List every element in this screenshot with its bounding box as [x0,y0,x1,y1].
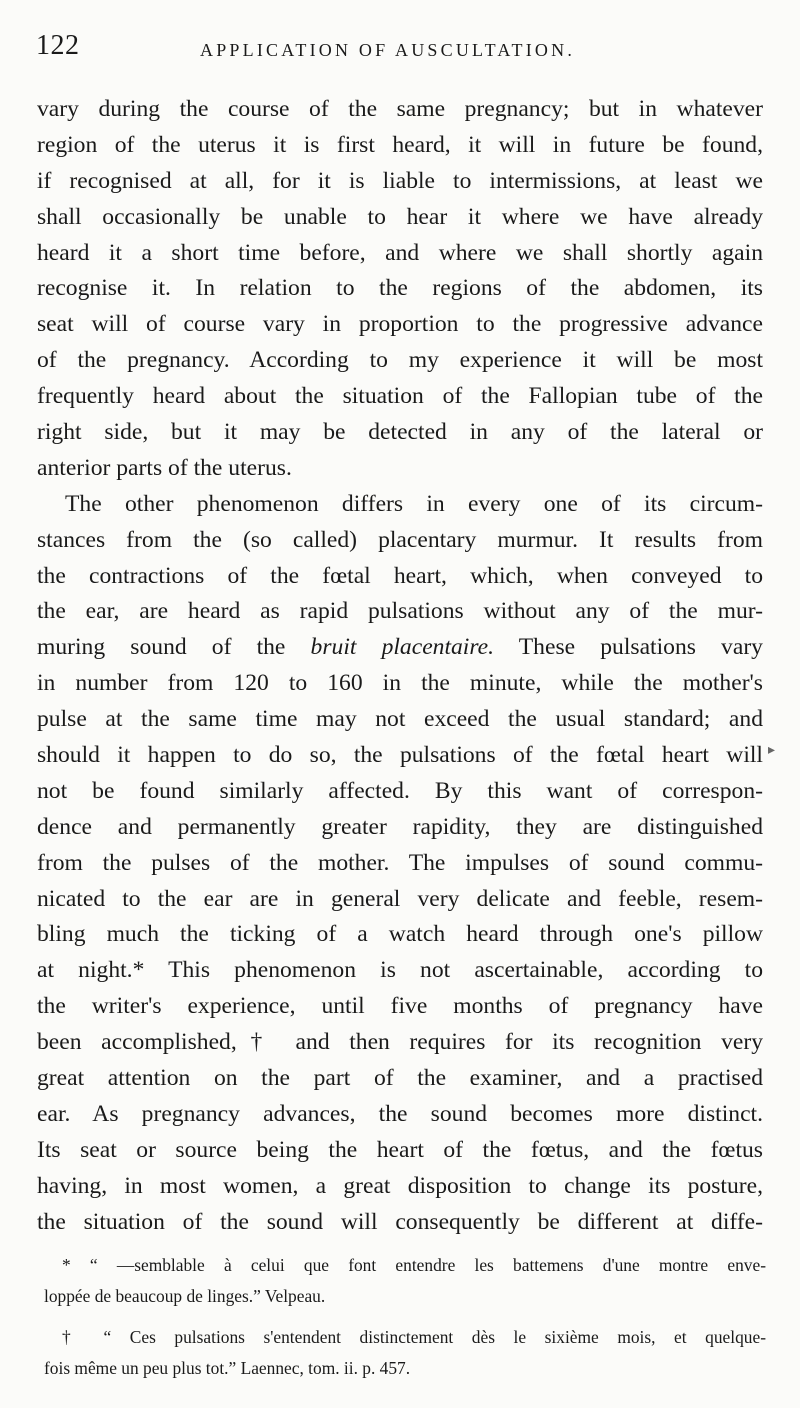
body-line: shall occasionally be unable to hear it where we have already [37,203,763,230]
body-line: the situation of the sound will consequently be different at diffe- [37,1208,763,1235]
body-line: the ear, are heard as rapid pulsations without any of the mur- [37,598,763,625]
body-line: the writer's experience, until five months of pregnancy have [37,993,763,1020]
body-line: pulse at the same time may not exceed the usual standard; and [37,706,763,733]
body-line: heard it a short time before, and where we shall shortly again [37,239,763,266]
body-line: not be found similarly affected. By this want of correspon- [37,777,763,804]
body-line-start: muring sound of the [37,634,286,661]
body-line: frequently heard about the situation of the Fallopian tube of the [37,383,763,410]
italic-phrase: bruit placentaire. [310,634,495,661]
footnote-line: † “ Ces pulsations s'entendent distinctement dès le sixième mois, et quelque- [62,1327,766,1347]
page-header [36,30,766,70]
body-line: from the pulses of the mother. The impulses of sound commu- [37,849,763,876]
body-line: anterior parts of the uterus. [37,454,292,481]
body-line: in number from 120 to 160 in the minute, while the mother's [37,670,763,697]
body-line: been accomplished,† and then requires for its recognition very [37,1029,763,1056]
body-line: ear. As pregnancy advances, the sound becomes more distinct. [37,1100,763,1127]
footnote-line: * “ —semblable à celui que font entendre les battemens d'une montre enve- [62,1255,766,1275]
body-text [37,92,763,1241]
margin-ink-mark: ▸ [768,743,776,758]
body-line-end: These pulsations vary [518,634,763,661]
running-head: APPLICATION OF AUSCULTATION. [200,40,576,60]
body-line: right side, but it may be detected in any of the lateral or [37,419,763,446]
footnote-line: loppée de beaucoup de linges.” Velpeau. [44,1286,326,1306]
body-line: bling much the ticking of a watch heard through one's pillow [37,921,763,948]
page-number: 122 [36,30,80,61]
body-line: great attention on the part of the examiner, and a practised [37,1065,763,1092]
footnotes [44,1250,766,1384]
body-line: dence and permanently greater rapidity, they are distinguished [37,813,763,840]
body-line: region of the uterus it is first heard, it will in future be found, [37,131,763,158]
body-line: if recognised at all, for it is liable to intermissions, at least we [37,167,763,194]
body-line: The other phenomenon differs in every one of its circum- [65,490,763,517]
body-line: stances from the (so called) placentary murmur. It results from [37,526,763,553]
body-line: vary during the course of the same pregnancy; but in whatever [37,96,763,122]
body-line: of the pregnancy. According to my experience it will be most [37,347,763,374]
body-line: seat will of course vary in proportion to the progressive advance [37,311,763,338]
body-line: nicated to the ear are in general very delicate and feeble, resem- [37,885,763,912]
footnote-line: fois même un peu plus tot.” Laennec, tom. ii. p. 457. [44,1358,411,1378]
body-line: at night.* This phenomenon is not ascertainable, according to [37,957,763,984]
body-line [37,630,763,666]
body-line: recognise it. In relation to the regions of the abdomen, its [37,275,763,302]
body-line: should it happen to do so, the pulsations of the fœtal heart will [37,742,763,769]
body-line: the contractions of the fœtal heart, which, when conveyed to [37,562,763,589]
body-line: having, in most women, a great disposition to change its posture, [37,1172,763,1199]
body-line: Its seat or source being the heart of the fœtus, and the fœtus [37,1136,763,1163]
